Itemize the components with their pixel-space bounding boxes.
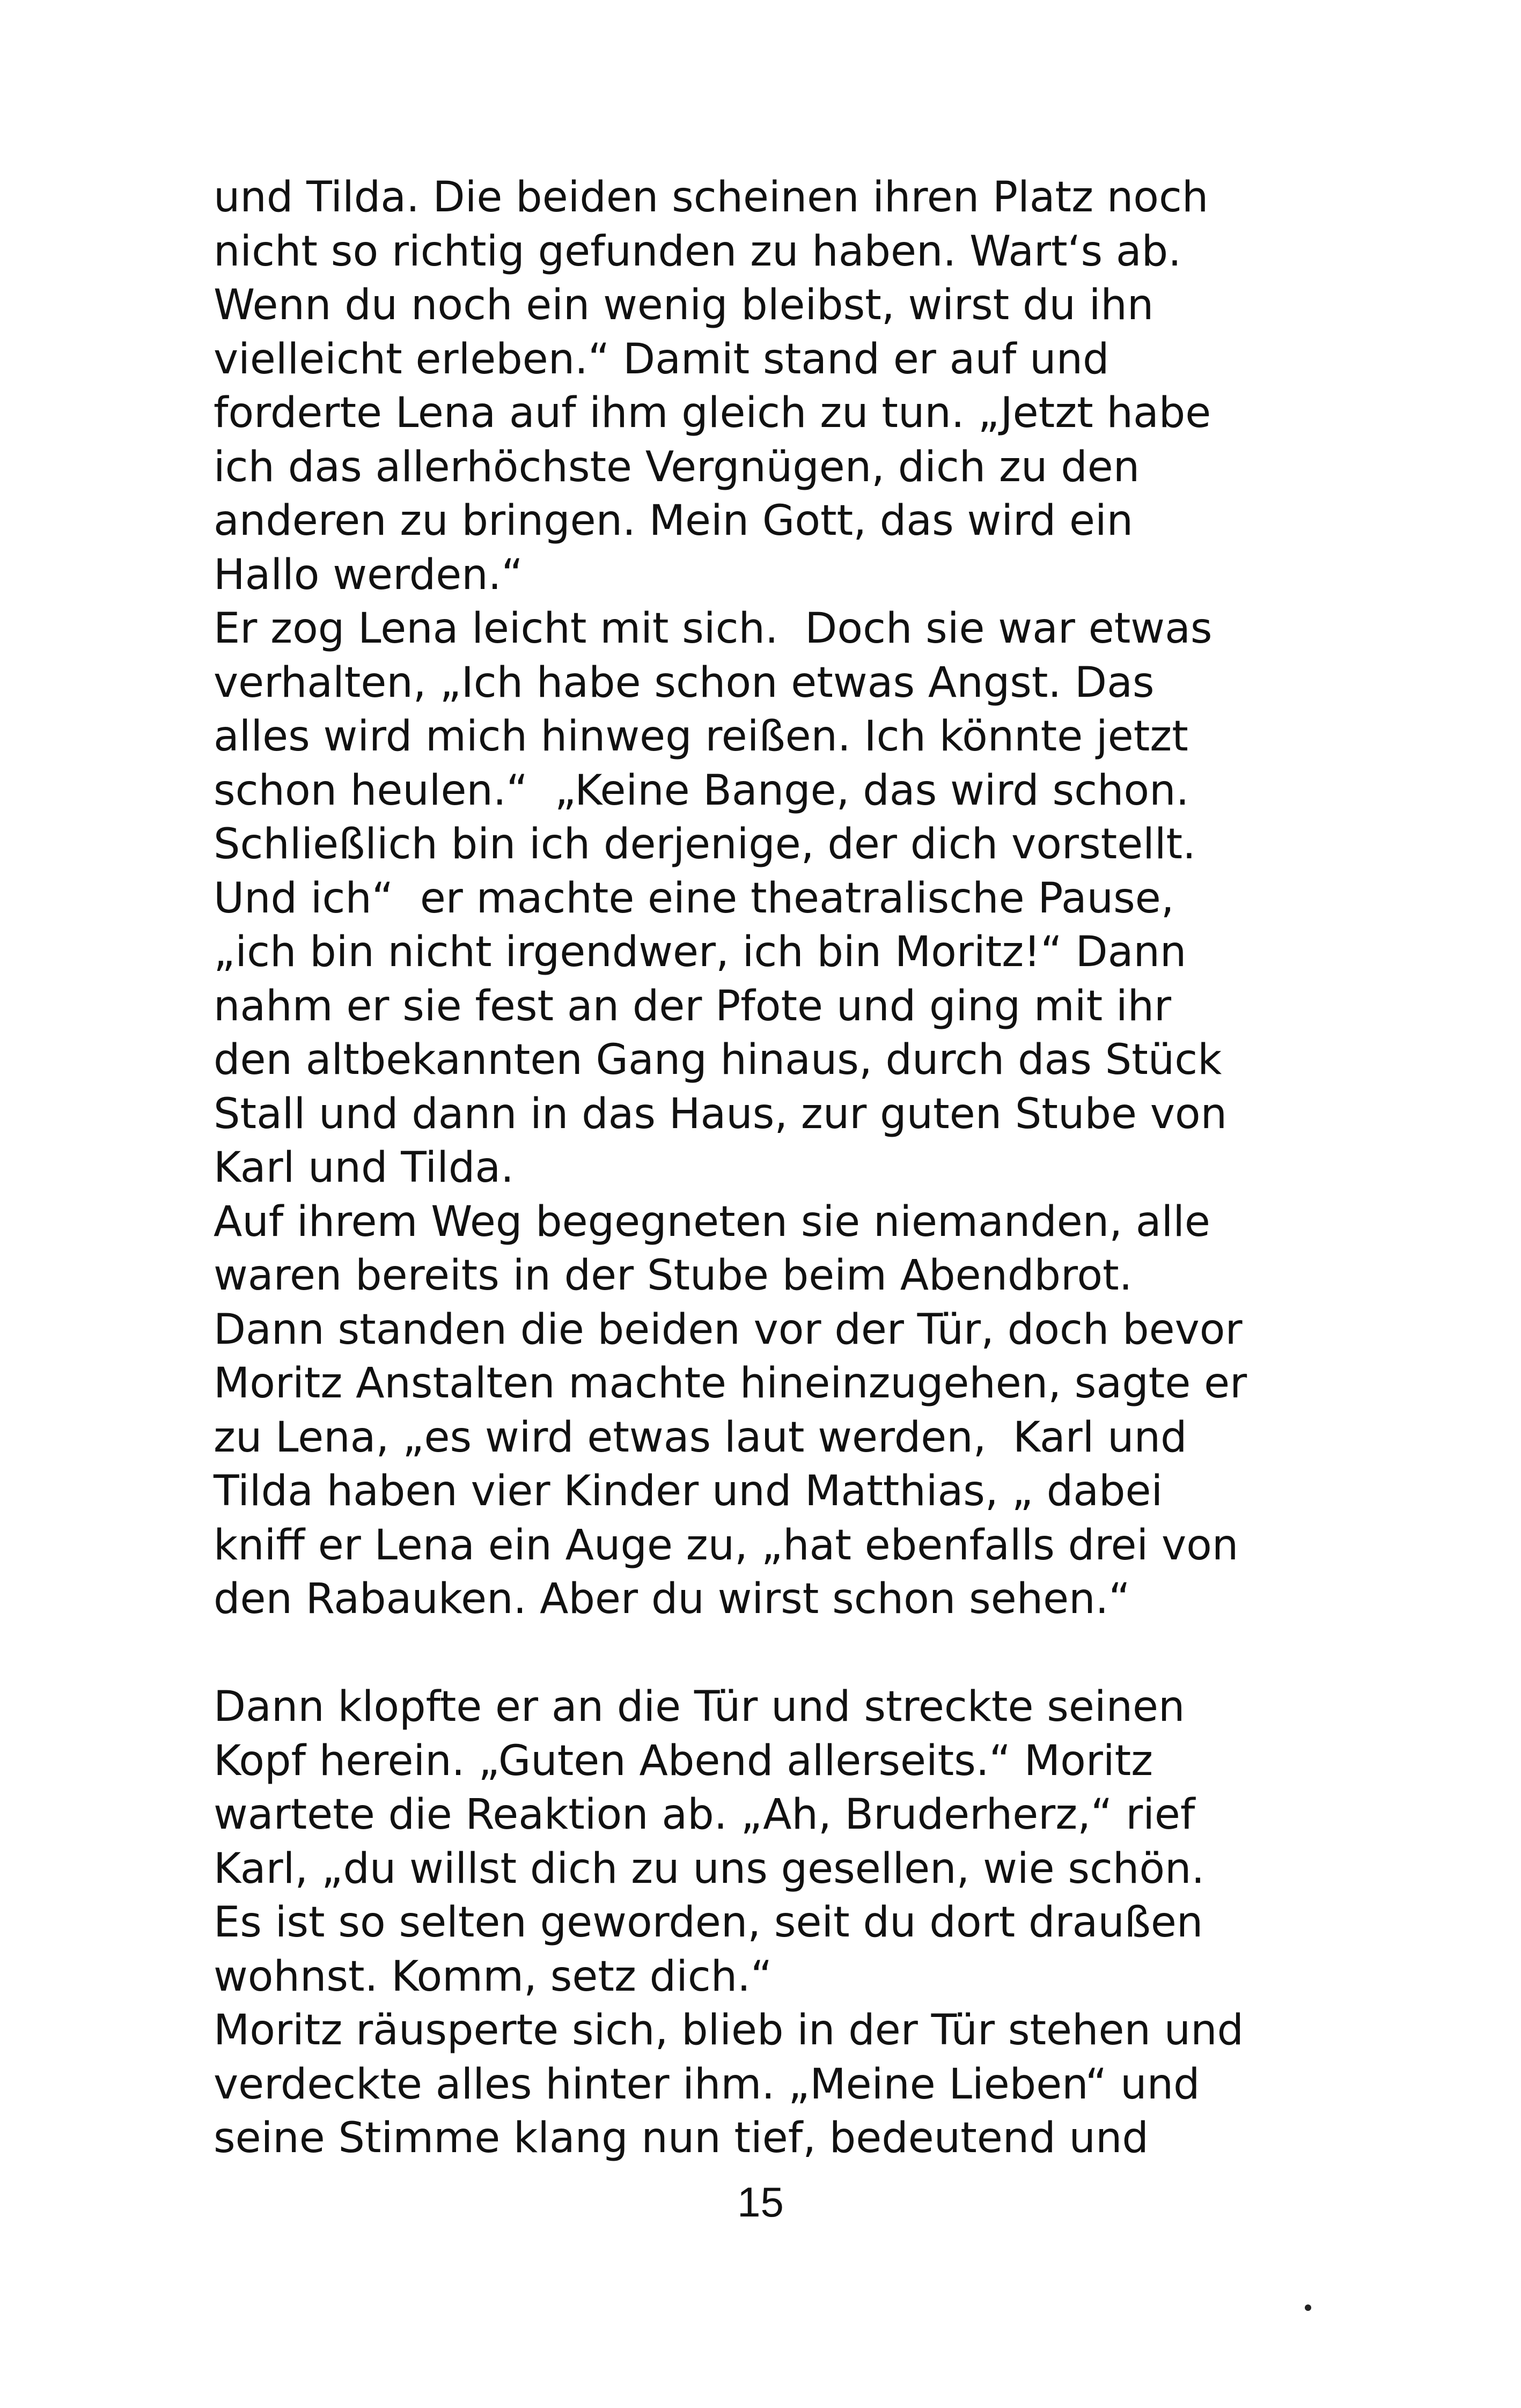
text-line: wartete die Reaktion ab. „Ah, Bruderherz,“ rief	[214, 1791, 1195, 1839]
text-line: Stall und dann in das Haus, zur guten Stube von	[214, 1089, 1228, 1138]
text-line: Tilda haben vier Kinder und Matthias, „ dabei	[214, 1467, 1163, 1515]
text-line: forderte Lena auf ihm gleich zu tun. „Jetzt habe	[214, 389, 1211, 437]
text-line: zu Lena, „es wird etwas laut werden, Karl und	[214, 1413, 1187, 1462]
text-line: Auf ihrem Weg begegneten sie niemanden, alle	[214, 1197, 1210, 1246]
text-line: seine Stimme klang nun tief, bedeutend und	[214, 2114, 1149, 2162]
page-number: 15	[737, 2178, 784, 2226]
text-line: Es ist so selten geworden, seit du dort draußen	[214, 1898, 1203, 1947]
text-line: alles wird mich hinweg reißen. Ich könnte jetzt	[214, 712, 1188, 761]
text-line: Und ich“ er machte eine theatralische Pause,	[214, 874, 1174, 923]
text-line: Dann klopfte er an die Tür und streckte seinen	[214, 1683, 1185, 1731]
text-line: vielleicht erleben.“ Damit stand er auf und	[214, 335, 1109, 384]
text-line: Karl und Tilda.	[214, 1144, 514, 1192]
text-line: wohnst. Komm, setz dich.“	[214, 1952, 773, 2001]
text-line: schon heulen.“ „Keine Bange, das wird schon.	[214, 766, 1189, 815]
text-line: den Rabauken. Aber du wirst schon sehen.“	[214, 1575, 1130, 1623]
text-line: anderen zu bringen. Mein Gott, das wird ein	[214, 497, 1134, 545]
text-line: kniff er Lena ein Auge zu, „hat ebenfalls drei von	[214, 1521, 1239, 1570]
blank-line	[214, 1626, 1340, 1681]
text-line: Schließlich bin ich derjenige, der dich vorstellt.	[214, 820, 1196, 868]
text-line: Moritz räusperte sich, blieb in der Tür stehen und	[214, 2006, 1244, 2054]
text-line: verdeckte alles hinter ihm. „Meine Lieben“ und	[214, 2060, 1200, 2109]
stray-mark	[1305, 2304, 1311, 2311]
text-line: Dann standen die beiden vor der Tür, doch bevor	[214, 1305, 1243, 1354]
text-line: Wenn du noch ein wenig bleibst, wirst du ihn	[214, 281, 1154, 329]
text-line: nicht so richtig gefunden zu haben. Wart‘s ab.	[214, 227, 1181, 276]
text-line: Kopf herein. „Guten Abend allerseits.“ Moritz	[214, 1736, 1153, 1785]
text-line: Moritz Anstalten machte hineinzugehen, sagte er	[214, 1359, 1247, 1408]
text-line: „ich bin nicht irgendwer, ich bin Moritz!“ Dann	[214, 928, 1187, 976]
text-line: Hallo werden.“	[214, 550, 523, 599]
text-line: Er zog Lena leicht mit sich. Doch sie war etwas	[214, 605, 1213, 653]
text-line: waren bereits in der Stube beim Abendbrot.	[214, 1251, 1133, 1300]
body-text	[214, 171, 1340, 2166]
text-line: Karl, „du willst dich zu uns gesellen, wie schön.	[214, 1844, 1205, 1893]
text-line: den altbekannten Gang hinaus, durch das Stück	[214, 1036, 1222, 1084]
text-line: ich das allerhöchste Vergnügen, dich zu den	[214, 443, 1140, 491]
text-line: verhalten, „Ich habe schon etwas Angst. Das	[214, 658, 1155, 707]
text-line: und Tilda. Die beiden scheinen ihren Platz noch	[214, 173, 1209, 222]
text-line: nahm er sie fest an der Pfote und ging mit ihr	[214, 982, 1172, 1030]
